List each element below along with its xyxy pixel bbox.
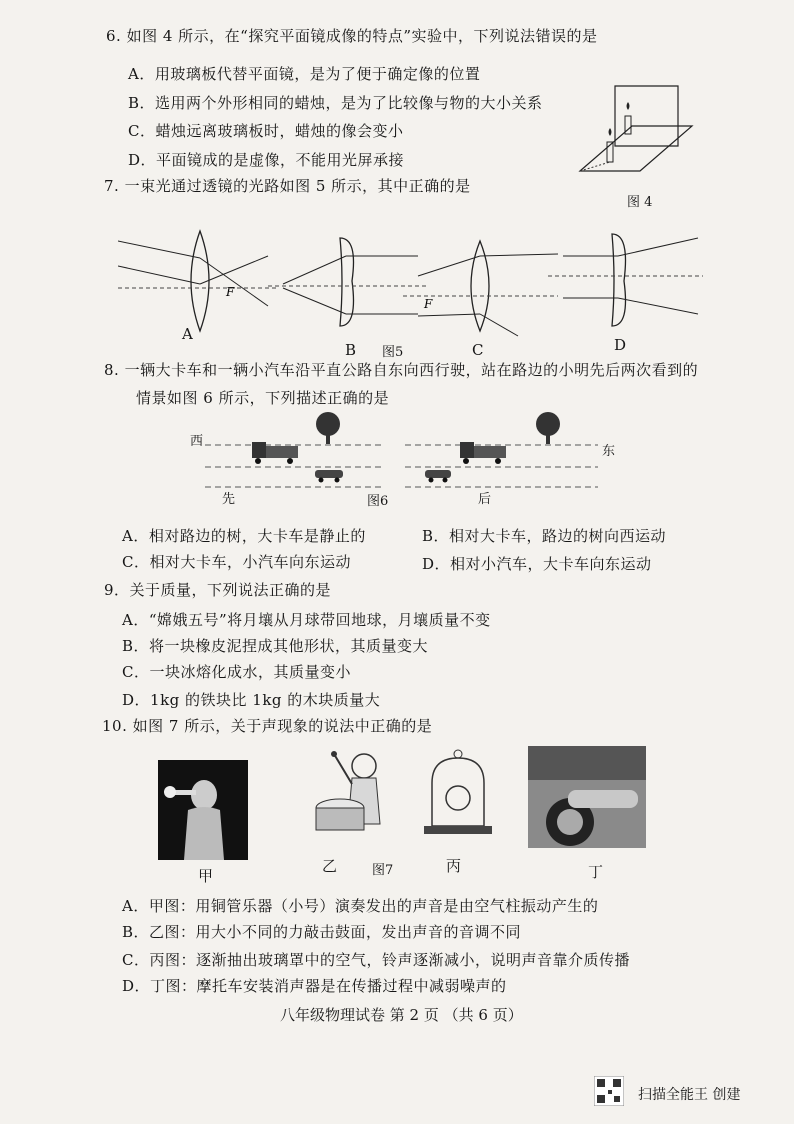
figure-7-label-ding: 丁 <box>588 863 604 881</box>
q9-option-a: A．“嫦娥五号”将月壤从月球带回地球，月壤质量不变 <box>122 611 491 629</box>
lens-label-a: A <box>182 325 194 343</box>
figure-7-caption: 图7 <box>372 863 394 878</box>
lens-c-focus: F <box>424 297 433 311</box>
photo-drum-child <box>312 744 392 849</box>
figure-5-lens-ray-diagrams <box>118 226 708 341</box>
q9-option-b: B．将一块橡皮泥捏成其他形状，其质量变大 <box>122 637 429 655</box>
q9-option-c: C．一块冰熔化成水，其质量变小 <box>122 663 351 681</box>
direction-east: 东 <box>602 444 616 459</box>
figure-7-label-jia: 甲 <box>198 867 214 885</box>
q10-option-c: C．丙图：逐渐抽出玻璃罩中的空气，铃声逐渐减小，说明声音靠介质传播 <box>122 951 630 969</box>
q6-option-b: B．选用两个外形相同的蜡烛，是为了比较像与物的大小关系 <box>128 94 543 112</box>
figure-5-caption: 图5 <box>382 345 404 360</box>
question-9-stem: 9．关于质量，下列说法正确的是 <box>104 581 332 599</box>
q10-option-a: A．甲图：用铜管乐器（小号）演奏发出的声音是由空气柱振动产生的 <box>122 897 599 915</box>
scanner-watermark: 扫描全能王 创建 <box>638 1087 741 1103</box>
figure-4-caption: 图 4 <box>627 195 653 210</box>
q8-option-d: D．相对小汽车，大卡车向东运动 <box>422 555 652 573</box>
q10-option-d: D．丁图：摩托车安装消声器是在传播过程中减弱噪声的 <box>122 977 507 995</box>
direction-west: 西 <box>190 434 204 449</box>
question-6-stem: 6. 如图 4 所示，在“探究平面镜成像的特点”实验中，下列说法错误的是 <box>106 27 598 45</box>
figure-7-label-yi: 乙 <box>322 857 338 875</box>
question-10-stem: 10. 如图 7 所示，关于声现象的说法中正确的是 <box>102 717 433 735</box>
q6-option-a: A．用玻璃板代替平面镜，是为了便于确定像的位置 <box>128 65 481 83</box>
question-7-stem: 7. 一束光通过透镜的光路如图 5 所示，其中正确的是 <box>104 177 471 195</box>
q9-option-d: D．1kg 的铁块比 1kg 的木块质量大 <box>122 691 381 709</box>
lens-label-b: B <box>345 341 357 359</box>
q6-option-d: D．平面镜成的是虚像，不能用光屏承接 <box>128 151 405 169</box>
photo-trumpet-player <box>158 760 248 860</box>
lens-label-d: D <box>614 336 627 354</box>
question-8-stem: 8. 一辆大卡车和一辆小汽车沿平直公路自东向西行驶，站在路边的小明先后两次看到的 <box>104 361 699 379</box>
lens-label-c: C <box>472 341 484 359</box>
page-footer: 八年级物理试卷 第 2 页 （共 6 页） <box>280 1006 523 1024</box>
figure-7-label-bing: 丙 <box>446 857 462 875</box>
figure-4-mirror-experiment <box>570 76 695 188</box>
q8-option-b: B．相对大卡车，路边的树向西运动 <box>422 527 667 545</box>
qr-logo-icon <box>594 1076 624 1106</box>
lens-a-focus: F <box>226 285 235 299</box>
figure-6-traffic-scene <box>200 412 600 492</box>
figure-6-caption: 图6 <box>367 494 389 509</box>
photo-motorcycle-muffler <box>528 746 646 848</box>
figure-6-before-label: 先 <box>222 492 236 507</box>
q8-option-a: A．相对路边的树，大卡车是静止的 <box>122 527 366 545</box>
figure-6-after-label: 后 <box>478 492 492 507</box>
q6-option-c: C．蜡烛远离玻璃板时，蜡烛的像会变小 <box>128 122 404 140</box>
q10-option-b: B．乙图：用大小不同的力敲击鼓面，发出声音的音调不同 <box>122 923 522 941</box>
question-8-stem-line2: 情景如图 6 所示，下列描述正确的是 <box>136 389 390 407</box>
photo-bell-jar <box>418 748 498 838</box>
q8-option-c: C．相对大卡车，小汽车向东运动 <box>122 553 351 571</box>
